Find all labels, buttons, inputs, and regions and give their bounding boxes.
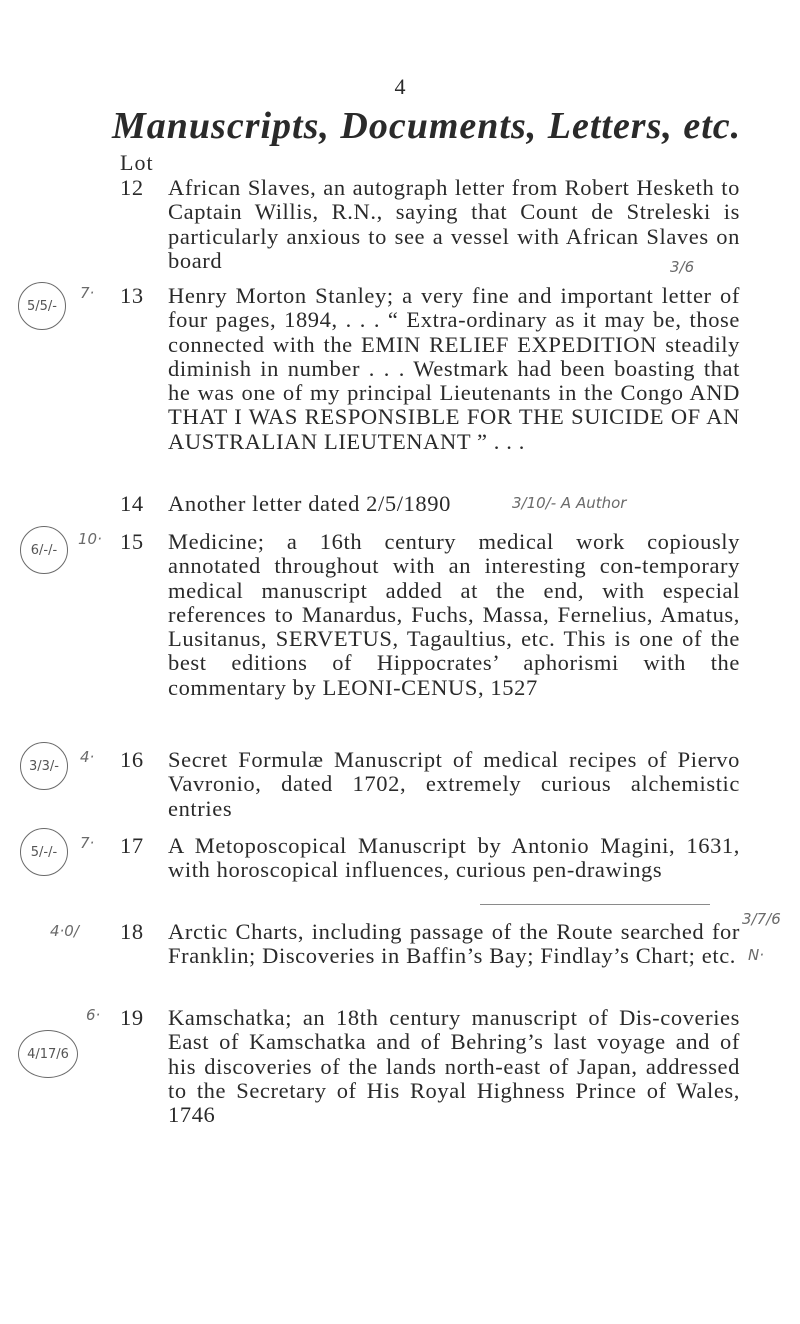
page-number: 4 bbox=[394, 74, 406, 99]
lot-description: Henry Morton Stanley; a very fine and important letter of four pages, 1894, . . . “ Extra-ordinary as it may be, those connected with the EMIN RELIEF EXPEDITION steadily diminish in number . . . Westmark had been boasting that he was one of my principal Lieutenants in the Congo AND THAT I WAS RESPONSIBLE FOR THE SUICIDE OF AN AUSTRALIAN LIEUTENANT ” . . . bbox=[168, 283, 740, 454]
pencil-mark: 10· bbox=[78, 530, 102, 548]
pencil-mark: 4·0/ bbox=[50, 922, 79, 940]
lot-description: Another letter dated 2/5/1890 bbox=[168, 491, 451, 516]
pencil-mark: 4· bbox=[80, 748, 95, 766]
pencil-circle-note: 6/-/- bbox=[20, 526, 68, 574]
lot-description: A Metoposcopical Manuscript by Antonio Magini, 1631, with horoscopical influences, curious pen-drawings bbox=[168, 833, 740, 883]
pencil-line bbox=[480, 904, 710, 905]
lot-entry bbox=[120, 176, 740, 273]
lot-number: 17 bbox=[120, 833, 144, 858]
lot-number: 19 bbox=[120, 1005, 144, 1030]
pencil-circle-note: 5/-/- bbox=[20, 828, 68, 876]
pencil-circle-note: 3/3/- bbox=[20, 742, 68, 790]
pencil-mark: N· bbox=[748, 946, 764, 964]
lot-description: Arctic Charts, including passage of the Route searched for Franklin; Discoveries in Baffin’s Bay; Findlay’s Chart; etc. bbox=[168, 919, 740, 969]
lot-entry bbox=[120, 284, 740, 454]
lot-description: Kamschatka; an 18th century manuscript of Dis-coveries East of Kamschatka and of Behring’s last voyage and of his discoveries of the lands north-east of Japan, addressed to the Secretary of His Royal Highness Prince of Wales, 1746 bbox=[168, 1005, 740, 1128]
pencil-circle-note: 5/5/- bbox=[18, 282, 66, 330]
pencil-mark: 7· bbox=[80, 284, 95, 302]
pencil-price-note: 3/6 bbox=[670, 258, 695, 276]
lot-entry bbox=[120, 748, 740, 821]
pencil-mark: 7· bbox=[80, 834, 95, 852]
lot-number: 16 bbox=[120, 747, 144, 772]
lot-entry bbox=[120, 834, 740, 883]
lot-description: Medicine; a 16th century medical work copiously annotated throughout with an interesting con-temporary medical manuscript added at the end, with especial references to Manardus, Fuchs, Massa, Fernelius, Amatus, Lusitanus, SERVETUS, Tagaultius, etc. This is one of the best editions of Hippocrates’ aphorismi with the commentary by LEONI-CENUS, 1527 bbox=[168, 529, 740, 700]
pencil-circle-note: 4/17/6 bbox=[18, 1030, 78, 1078]
lot-entry bbox=[120, 920, 740, 969]
lot-number: 12 bbox=[120, 175, 144, 200]
lot-description: Secret Formulæ Manuscript of medical recipes of Piervo Vavronio, dated 1702, extremely curious alchemistic entries bbox=[168, 747, 740, 821]
pencil-mark: 6· bbox=[86, 1006, 101, 1024]
lot-number: 18 bbox=[120, 919, 144, 944]
lot-entry bbox=[120, 492, 740, 516]
lot-number: 14 bbox=[120, 491, 144, 516]
section-heading: Manuscripts, Documents, Letters, etc. bbox=[112, 105, 742, 147]
lot-description: African Slaves, an autograph letter from Robert Hesketh to Captain Willis, R.N., saying that Count de Streleski is particularly anxious to see a vessel with African Slaves on board bbox=[168, 175, 740, 273]
pencil-price-note: 3/10/- A Author bbox=[512, 494, 627, 512]
pencil-price-note: 3/7/6 bbox=[742, 910, 781, 928]
lot-entry bbox=[120, 1006, 740, 1127]
lot-number: 15 bbox=[120, 529, 144, 554]
lot-column-label: Lot bbox=[120, 150, 154, 175]
lot-number: 13 bbox=[120, 283, 144, 308]
lot-entry bbox=[120, 530, 740, 700]
